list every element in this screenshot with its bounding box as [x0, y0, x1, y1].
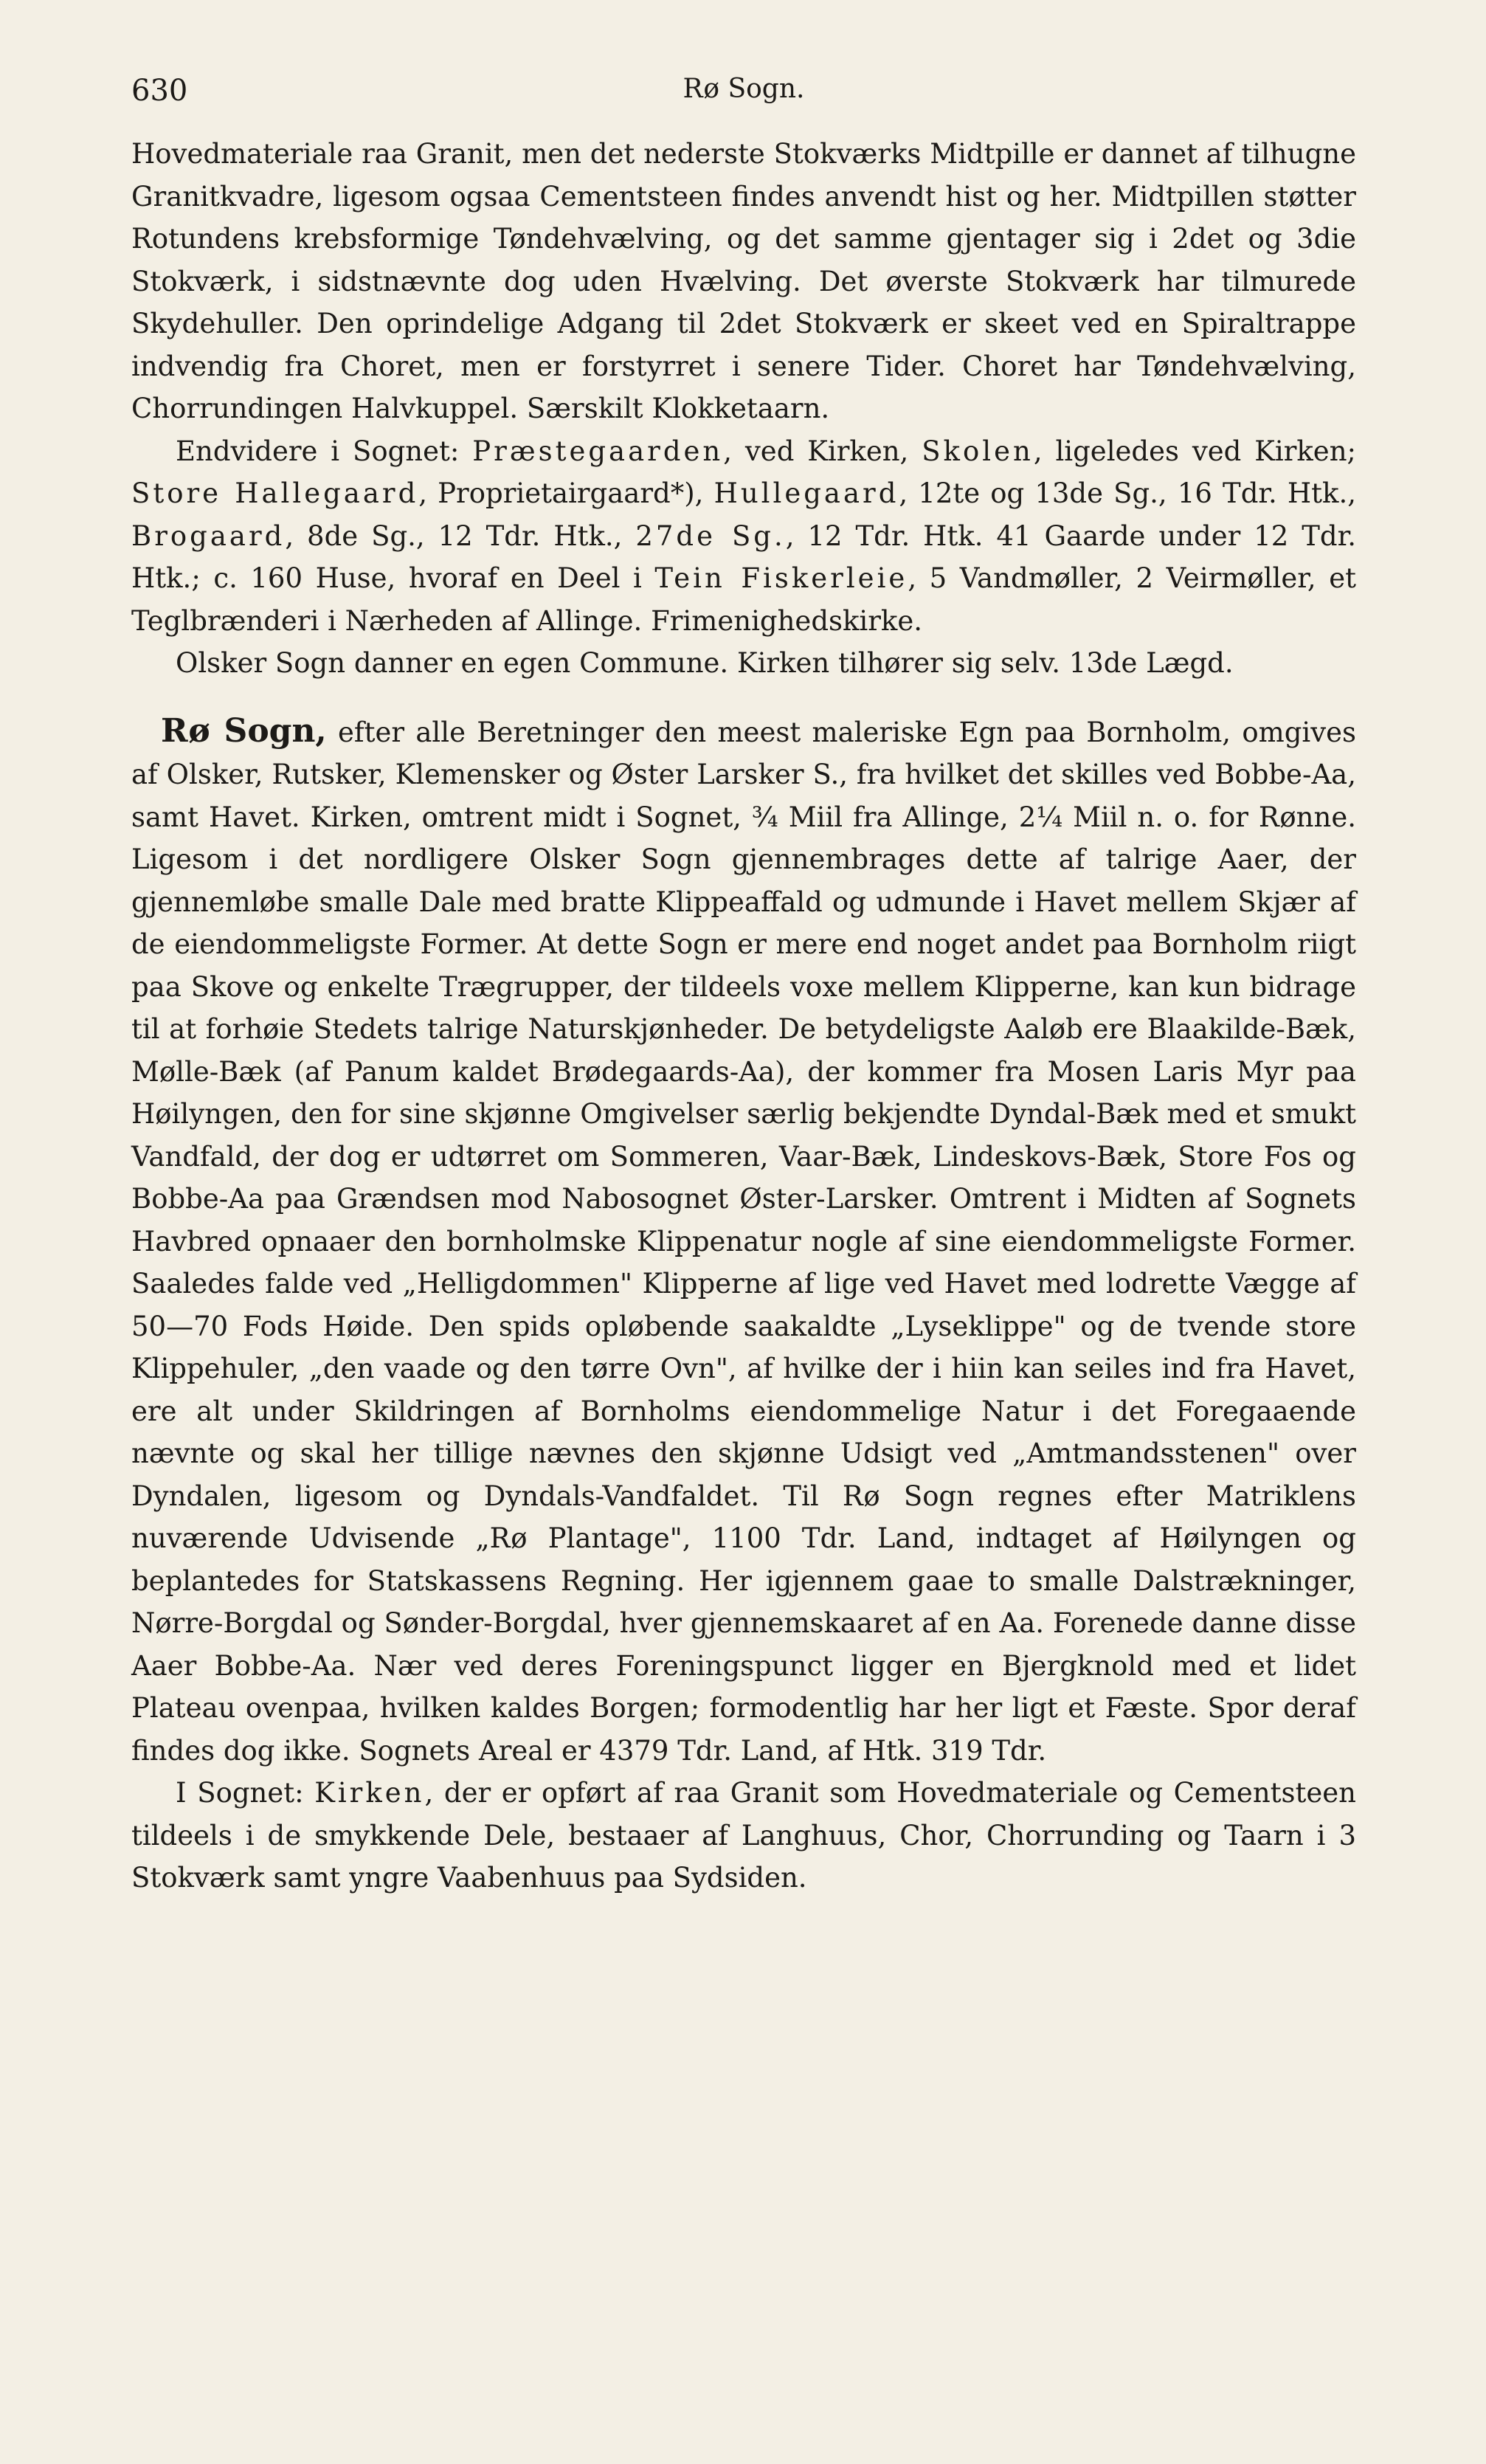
farms-text-1: , ved Kirken,: [723, 435, 922, 467]
running-title: Rø Sogn.: [682, 74, 805, 104]
paragraph-ro-sogn: [131, 710, 1356, 1773]
place-hullegaard: Hullegaard: [713, 477, 899, 509]
place-praestegaarden: Præstegaarden: [472, 435, 724, 467]
page-header: [131, 74, 1356, 111]
church-description: , der er opført af raa Granit som Hovedmateriale og Cementsteen tildeels i de smykkende Dele, bestaaer af Langhuus, Chor, Chorrunding og Taarn i 3 Stokværk samt yngre Vaabenhuus paa Sydsiden.: [131, 1777, 1356, 1894]
paragraph-commune: Olsker Sogn danner en egen Commune. Kirken tilhører sig selv. 13de Lægd.: [176, 647, 1234, 679]
ro-sogn-description: efter alle Beretninger den meest maleriske Egn paa Bornholm, omgives af Olsker, Rutsker, Klemensker og Øster Larsker S., fra hvilket det skilles ved Bobbe-Aa, samt Havet. Kirken, omtrent midt i Sognet, ¾ Miil fra Allinge, 2¼ Miil n. o. for Rønne. Ligesom i det nordligere Olsker Sogn gjennembrages dette af talrige Aaer, der gjennemløbe smalle Dale med bratte Klippeaffald og udmunde i Havet mellem Skjær af de eiendommeligste Former. At dette Sogn er mere end noget andet paa Bornholm riigt paa Skove og enkelte Trægrupper, der tildeels voxe mellem Klipperne, kan kun bidrage til at forhøie Stedets talrige Naturskjønheder. De betydeligste Aaløb ere Blaakilde-Bæk, Mølle-Bæk (af Panum kaldet Brødegaards-Aa), der kommer fra Mosen Laris Myr paa Høilyngen, den for sine skjønne Omgivelser særlig bekjendte Dyndal-Bæk med et smukt Vandfald, der dog er udtørret om Sommeren, Vaar-Bæk, Lindeskovs-Bæk, Store Fos og Bobbe-Aa paa Grændsen mod Nabosognet Øster-Larsker. Omtrent i Midten af Sognets Havbred opnaaer den bornholmske Klippenatur nogle af sine eiendommeligste Former. Saaledes falde ved „Helligdommen" Klipperne af lige ved Havet med lodrette Vægge af 50—70 Fods Høide. Den spids opløbende saakaldte „Lyseklippe" og de tvende store Klippehuler, „den vaade og den tørre Ovn", af hvilke der i hiin kan seiles ind fra Havet, ere alt under Skildringen af Bornholms eiendommelige Natur i det Foregaaende nævnte og skal her tillige nævnes den skjønne Udsigt ved „Amtmandsstenen" over Dyndalen, ligesom og Dyndals-Vandfaldet. Til Rø Sogn regnes efter Matriklens nuværende Udvisende „Rø Plantage", 1100 Tdr. Land, indtaget af Høilyngen og beplantedes for Statskassens Regning. Her igjennem gaae to smalle Dalstrækninger, Nørre-Borgdal og Sønder-Borgdal, hver gjennemskaaret af en Aa. Forenede danne disse Aaer Bobbe-Aa. Nær ved deres Foreningspunct ligger en Bjergknold med et lidet Plateau ovenpaa, hvilken kaldes Borgen; formodentlig har her ligt et Fæste. Spor deraf findes dog ikke. Sognets Areal er 4379 Tdr. Land, af Htk. 319 Tdr.: [131, 716, 1357, 1767]
farms-text-4: , 12te og 13de Sg., 16 Tdr. Htk.,: [899, 477, 1356, 509]
section-heading-ro-sogn: Rø Sogn,: [161, 711, 327, 750]
farms-text-3: , Proprietairgaard*),: [418, 477, 714, 509]
place-store-hallegaard: Store Hallegaard: [131, 477, 419, 509]
place-27de-sg: 27de Sg.: [635, 520, 786, 552]
farms-text-2: , ligeledes ved Kirken;: [1033, 435, 1356, 467]
paragraph-tower-description: Hovedmateriale raa Granit, men det nederste Stokværks Midtpille er dannet af tilhugne Granitkvadre, ligesom ogsaa Cementsteen findes anvendt hist og her. Midtpillen støtter Rotundens krebsformige Tøndehvælving, og det samme gjentager sig i 2det og 3die Stokværk, i sidstnævnte dog uden Hvælving. Det øverste Stokværk har tilmurede Skydehuller. Den oprindelige Adgang til 2det Stokværk er skeet ved en Spiraltrappe indvendig fra Choret, men er forstyrret i senere Tider. Choret har Tøndehvælving, Chorrundingen Halvkuppel. Særskilt Klokketaarn.: [131, 138, 1356, 424]
farms-text-7: , 5 Vandmøller, 2 Veirmøller, et Teglbrænderi i Nærheden af Allinge. Frimenighedskirke.: [131, 562, 1356, 637]
farms-text-5: , 8de Sg., 12 Tdr. Htk.,: [285, 520, 636, 552]
place-tein-fiskerleie: Tein Fiskerleie: [654, 562, 908, 594]
body-text: [131, 133, 1356, 1899]
place-kirken: Kirken: [314, 1777, 425, 1809]
page-number: 630: [131, 74, 188, 108]
paragraph-farms: [131, 430, 1356, 643]
farms-intro: Endvidere i Sognet:: [176, 435, 473, 467]
place-skolen: Skolen: [922, 435, 1034, 467]
place-brogaard: Brogaard: [131, 520, 286, 552]
farms-text-6: , 12 Tdr. Htk. 41 Gaarde under 12 Tdr. Htk.; c. 160 Huse, hvoraf en Deel i: [131, 520, 1356, 594]
paragraph-church: [131, 1772, 1356, 1899]
church-intro: I Sognet:: [176, 1777, 315, 1809]
